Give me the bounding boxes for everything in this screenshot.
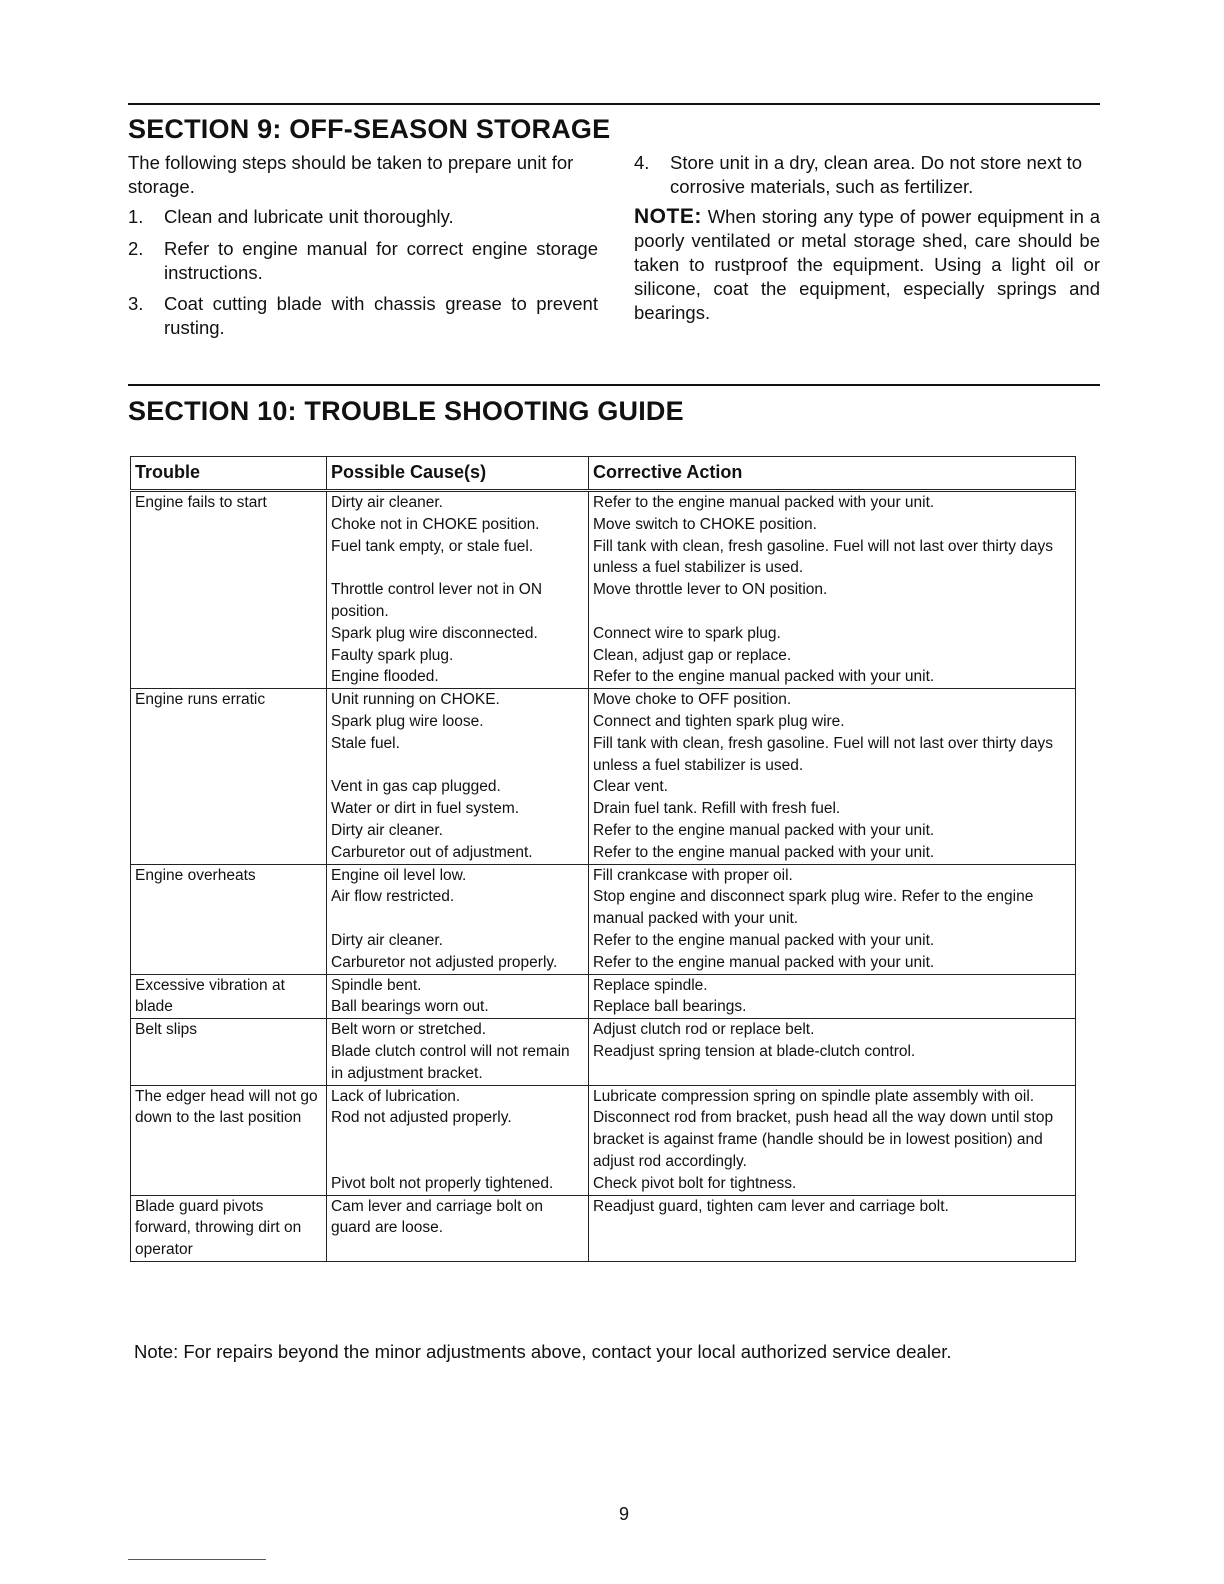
action-cell: Refer to the engine manual packed with your unit. [589,666,1076,688]
cause-cell: Faulty spark plug. [327,645,589,667]
cause-cell: Ball bearings worn out. [327,996,589,1018]
table-body [131,491,1076,1262]
action-cell: Clear vent. [589,776,1076,798]
cause-cell: Choke not in CHOKE position. [327,514,589,536]
trouble-cell [131,645,327,667]
step-text: Coat cutting blade with chassis grease to prevent rusting. [164,293,598,338]
action-cell: Disconnect rod from bracket, push head all the way down until stop bracket is against frame (handle should be in lowest position) and adjust rod accordingly. [589,1107,1076,1172]
trouble-cell [131,1041,327,1085]
trouble-cell: Engine overheats [131,864,327,886]
action-cell: Refer to the engine manual packed with your unit. [589,842,1076,864]
table-row [131,1041,1076,1085]
action-cell: Lubricate compression spring on spindle plate assembly with oil. [589,1085,1076,1107]
trouble-cell [131,536,327,580]
action-cell: Move choke to OFF position. [589,689,1076,711]
trouble-cell: Excessive vibration at blade [131,974,327,1019]
cause-cell: Lack of lubrication. [327,1085,589,1107]
cause-cell: Water or dirt in fuel system. [327,798,589,820]
table-row [131,1085,1076,1107]
section-9-left-column [128,151,598,340]
cause-cell: Vent in gas cap plugged. [327,776,589,798]
table-row [131,820,1076,842]
trouble-cell [131,514,327,536]
section-10-top-rule [128,384,1100,386]
cause-cell: Dirty air cleaner. [327,820,589,842]
trouble-cell [131,930,327,952]
step-number: 3. [128,293,144,314]
cause-cell: Belt worn or stretched. [327,1019,589,1041]
service-footnote: Note: For repairs beyond the minor adjustments above, contact your local authorized service dealer. [134,1341,952,1362]
trouble-cell [131,776,327,798]
table-row [131,952,1076,974]
section-9-right-column [634,151,1100,325]
header-cause: Possible Cause(s) [327,457,589,491]
action-cell: Drain fuel tank. Refill with fresh fuel. [589,798,1076,820]
table-row [131,733,1076,777]
table-row [131,711,1076,733]
cause-cell: Throttle control lever not in ON position. [327,579,589,623]
trouble-cell [131,952,327,974]
section-9-intro: The following steps should be taken to prepare unit for storage. [128,152,574,197]
step-number: 1. [128,206,144,227]
step-text: Refer to engine manual for correct engine storage instructions. [164,238,598,283]
trouble-cell [131,666,327,688]
table-row [131,1019,1076,1041]
action-cell: Refer to the engine manual packed with your unit. [589,952,1076,974]
trouble-cell: Belt slips [131,1019,327,1041]
trouble-cell: Engine fails to start [131,491,327,514]
header-action: Corrective Action [589,457,1076,491]
cause-cell: Dirty air cleaner. [327,491,589,514]
action-cell: Readjust spring tension at blade-clutch control. [589,1041,1076,1085]
trouble-cell [131,842,327,864]
action-cell: Fill crankcase with proper oil. [589,864,1076,886]
step-number: 2. [128,238,144,259]
cause-cell: Pivot bolt not properly tightened. [327,1173,589,1195]
table-row [131,864,1076,886]
step-number: 4. [634,152,650,173]
table-row [131,886,1076,930]
action-cell: Refer to the engine manual packed with your unit. [589,820,1076,842]
cause-cell: Carburetor not adjusted properly. [327,952,589,974]
storage-steps-continued [634,151,1100,199]
table-row [131,491,1076,514]
trouble-cell [131,820,327,842]
page-number: 9 [618,1504,629,1524]
cause-cell: Rod not adjusted properly. [327,1107,589,1172]
storage-step [634,151,1100,199]
section-9-title: SECTION 9: OFF-SEASON STORAGE [128,114,611,144]
cause-cell: Fuel tank empty, or stale fuel. [327,536,589,580]
table-row [131,623,1076,645]
trouble-cell: The edger head will not go down to the last position [131,1085,327,1195]
table-header-row [131,457,1076,491]
cause-cell: Dirty air cleaner. [327,930,589,952]
cause-cell: Spark plug wire disconnected. [327,623,589,645]
note-label: NOTE: [634,205,702,228]
trouble-cell [131,579,327,623]
table-row [131,579,1076,623]
bottom-blue-line [128,1559,266,1560]
storage-step [128,205,598,229]
action-cell: Stop engine and disconnect spark plug wire. Refer to the engine manual packed with your unit. [589,886,1076,930]
cause-cell: Blade clutch control will not remain in adjustment bracket. [327,1041,589,1085]
section-9-top-rule [128,103,1100,105]
note-text: When storing any type of power equipment in a poorly ventilated or metal storage shed, care should be taken to rustproof the equipment. Using a light oil or silicone, coat the equipment, especially springs and bearings. [634,206,1101,323]
header-trouble: Trouble [131,457,327,491]
storage-note [634,205,1100,325]
action-cell: Connect wire to spark plug. [589,623,1076,645]
action-cell: Clean, adjust gap or replace. [589,645,1076,667]
table-row [131,842,1076,864]
trouble-cell [131,798,327,820]
table-row [131,645,1076,667]
cause-cell: Unit running on CHOKE. [327,689,589,711]
trouble-shooting-table [130,456,1076,1262]
trouble-cell [131,623,327,645]
cause-cell: Engine oil level low. [327,864,589,886]
action-cell: Refer to the engine manual packed with your unit. [589,930,1076,952]
cause-cell: Carburetor out of adjustment. [327,842,589,864]
step-text: Clean and lubricate unit thoroughly. [164,206,454,227]
action-cell: Move switch to CHOKE position. [589,514,1076,536]
cause-cell: Spindle bent. [327,974,589,996]
table-row [131,1195,1076,1261]
action-cell: Fill tank with clean, fresh gasoline. Fuel will not last over thirty days unless a fuel stabilizer is used. [589,733,1076,777]
storage-step [128,292,598,340]
cause-cell: Engine flooded. [327,666,589,688]
cause-cell: Spark plug wire loose. [327,711,589,733]
storage-step [128,237,598,285]
action-cell: Connect and tighten spark plug wire. [589,711,1076,733]
trouble-cell [131,886,327,930]
action-cell: Replace spindle. [589,974,1076,996]
cause-cell: Cam lever and carriage bolt on guard are loose. [327,1195,589,1261]
action-cell: Check pivot bolt for tightness. [589,1173,1076,1195]
cause-cell: Air flow restricted. [327,886,589,930]
trouble-cell [131,711,327,733]
storage-steps [128,205,598,340]
table-row [131,514,1076,536]
action-cell: Move throttle lever to ON position. [589,579,1076,623]
action-cell: Replace ball bearings. [589,996,1076,1018]
table-row [131,776,1076,798]
section-10-title: SECTION 10: TROUBLE SHOOTING GUIDE [128,396,684,426]
table-row [131,689,1076,711]
action-cell: Readjust guard, tighten cam lever and carriage bolt. [589,1195,1076,1261]
trouble-cell: Blade guard pivots forward, throwing dirt on operator [131,1195,327,1261]
table-row [131,974,1076,996]
step-text: Store unit in a dry, clean area. Do not store next to corrosive materials, such as fertilizer. [670,152,1083,197]
action-cell: Adjust clutch rod or replace belt. [589,1019,1076,1041]
action-cell: Fill tank with clean, fresh gasoline. Fuel will not last over thirty days unless a fuel stabilizer is used. [589,536,1076,580]
table-row [131,930,1076,952]
action-cell: Refer to the engine manual packed with your unit. [589,491,1076,514]
cause-cell: Stale fuel. [327,733,589,777]
trouble-cell: Engine runs erratic [131,689,327,711]
table-row [131,536,1076,580]
table-row [131,666,1076,688]
table-row [131,798,1076,820]
trouble-cell [131,733,327,777]
